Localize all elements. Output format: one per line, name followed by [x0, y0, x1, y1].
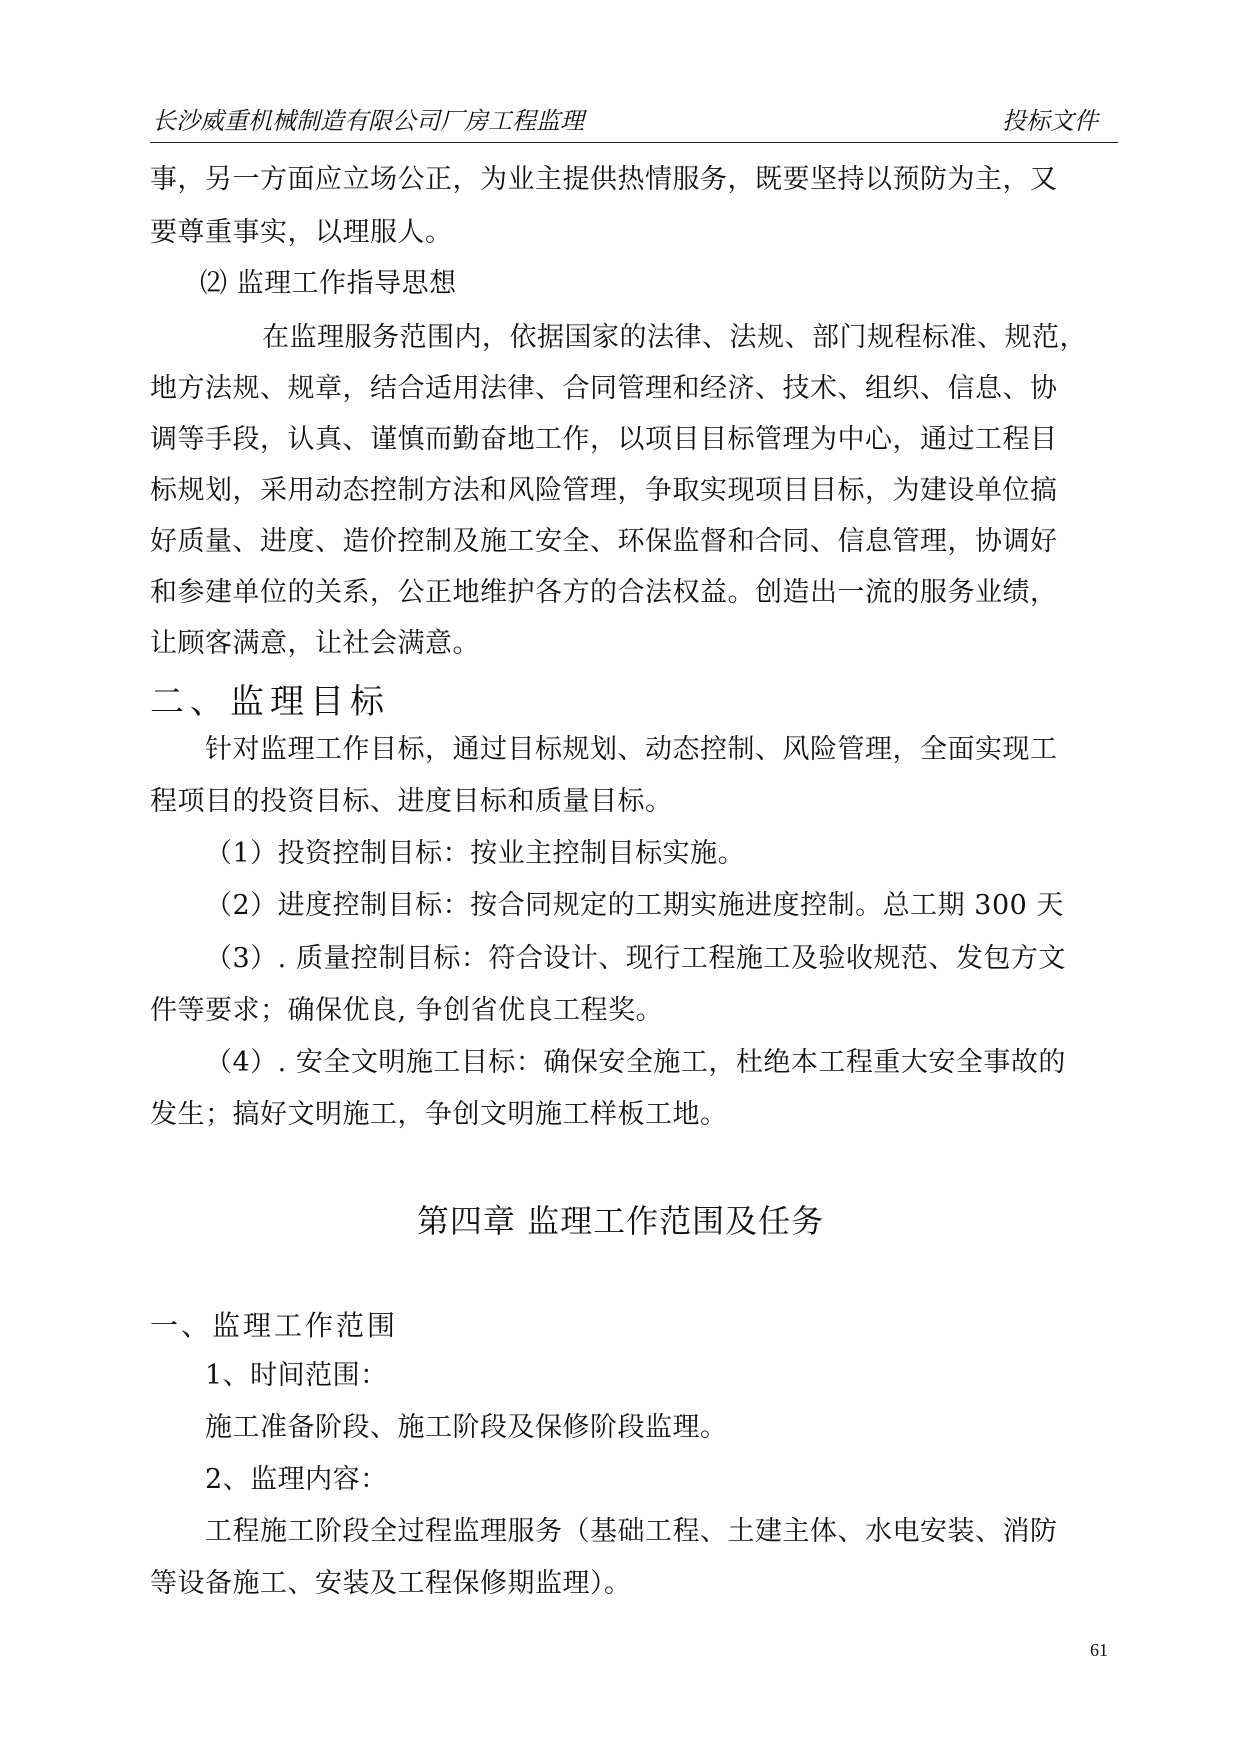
body-line: 工程施工阶段全过程监理服务（基础工程、土建主体、水电安装、消防	[205, 1516, 1058, 1547]
body-line: 事，另一方面应立场公正，为业主提供热情服务，既要坚持以预防为主，又	[150, 164, 1058, 195]
body-line: 在监理服务范围内，依据国家的法律、法规、部门规程标准、规范，	[262, 322, 1087, 353]
body-line: 标规划，采用动态控制方法和风险管理，争取实现项目目标，为建设单位搞	[150, 475, 1058, 506]
list-item: 1、时间范围：	[205, 1360, 388, 1391]
objective-item: （2）进度控制目标：按合同规定的工期实施进度控制。总工期 300 天	[205, 890, 1064, 921]
body-line: 要尊重事实，以理服人。	[150, 217, 453, 248]
body-line: 调等手段，认真、谨慎而勤奋地工作，以项目目标管理为中心，通过工程目	[150, 424, 1058, 455]
body-line: 发生；搞好文明施工，争创文明施工样板工地。	[150, 1099, 728, 1130]
section-heading-scope: 一、监理工作范围	[150, 1309, 399, 1342]
page-number: 61	[1090, 1640, 1108, 1660]
body-line: 施工准备阶段、施工阶段及保修阶段监理。	[205, 1412, 728, 1443]
page-header	[150, 98, 1118, 143]
body-line: 程项目的投资目标、进度目标和质量目标。	[150, 786, 673, 817]
body-line: 和参建单位的关系，公正地维护各方的合法权益。创造出一流的服务业绩，	[150, 577, 1058, 608]
header-doc-type: 投标文件	[1002, 107, 1098, 135]
list-item: 2、监理内容：	[205, 1464, 388, 1495]
subsection-heading: ⑵ 监理工作指导思想	[200, 268, 457, 299]
body-line: 让顾客满意，让社会满意。	[150, 628, 480, 659]
body-line: 好质量、进度、造价控制及施工安全、环保监督和合同、信息管理，协调好	[150, 526, 1058, 557]
objective-item: （4）. 安全文明施工目标：确保安全施工，杜绝本工程重大安全事故的	[205, 1047, 1066, 1078]
objective-item: （3）. 质量控制目标：符合设计、现行工程施工及验收规范、发包方文	[205, 943, 1066, 974]
body-line: 等设备施工、安装及工程保修期监理）。	[150, 1568, 632, 1599]
body-line: 件等要求；确保优良, 争创省优良工程奖。	[150, 995, 664, 1026]
body-line: 针对监理工作目标，通过目标规划、动态控制、风险管理，全面实现工	[205, 734, 1058, 765]
section-heading-objectives: 二、监理目标	[150, 682, 390, 722]
chapter-title: 第四章 监理工作范围及任务	[416, 1202, 825, 1240]
body-line: 地方法规、规章，结合适用法律、合同管理和经济、技术、组织、信息、协	[150, 373, 1058, 404]
objective-item: （1）投资控制目标：按业主控制目标实施。	[205, 838, 746, 869]
header-title: 长沙威重机械制造有限公司厂房工程监理	[152, 107, 584, 135]
